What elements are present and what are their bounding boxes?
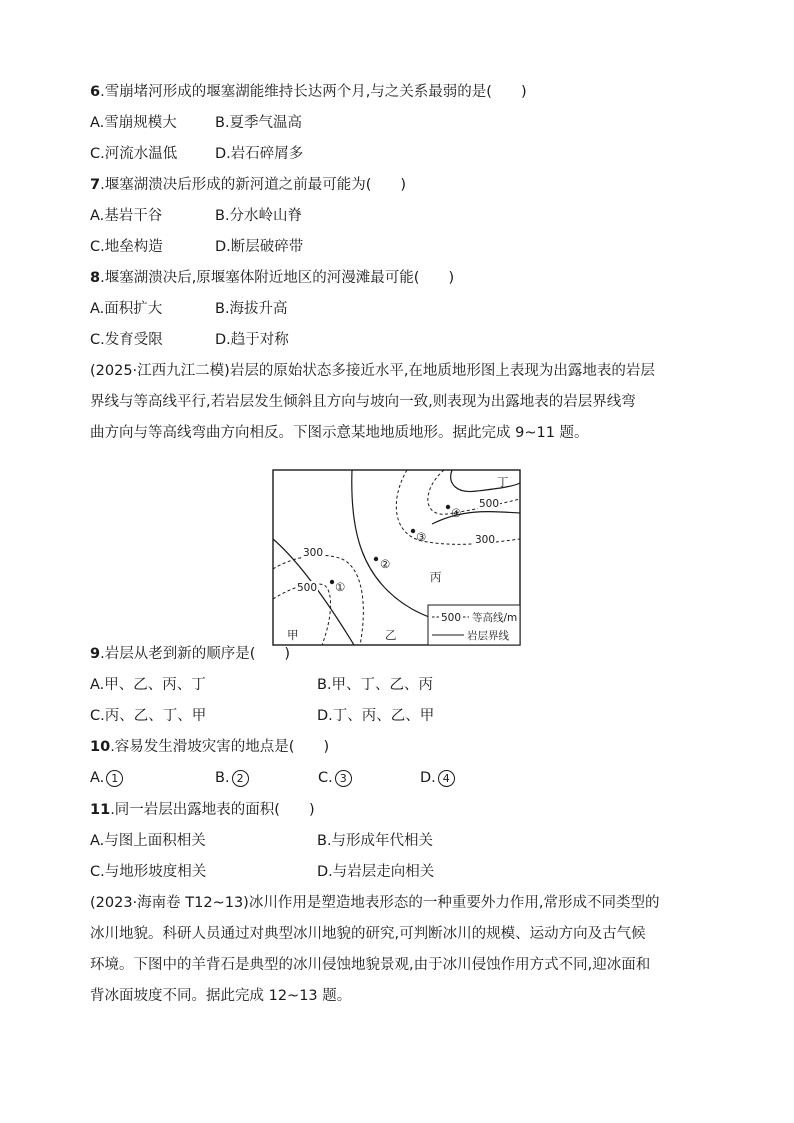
q9-option-d[interactable]: D.丁、丙、乙、甲 <box>317 708 435 724</box>
q10-option-d[interactable]: D. 4 <box>420 768 455 788</box>
intro-12-13-line-2: 冰川地貌。科研人员通过对典型冰川地貌的研究,可判断冰川的规模、运动方向及古气候 <box>90 926 646 942</box>
intro-12-13-line-3: 环境。下图中的羊背石是典型的冰川侵蚀地貌景观,由于冰川侵蚀作用方式不同,迎冰面和 <box>90 957 651 973</box>
intro-9-11-line-1: (2025·江西九江二模)岩层的原始状态多接近水平,在地质地形图上表现为出露地表的岩层 <box>90 363 655 379</box>
point-3-label: ③ <box>416 530 427 544</box>
legend-contour-label: 等高线/m <box>472 612 518 624</box>
intro-12-13-line-4: 背冰面坡度不同。据此完成 12~13 题。 <box>90 988 352 1004</box>
question-9-stem: 9.岩层从老到新的顺序是( ) <box>90 646 291 662</box>
q8-option-a[interactable]: A.面积扩大 <box>90 301 163 317</box>
q7-option-d[interactable]: D.断层破碎带 <box>215 239 304 255</box>
q8-option-d[interactable]: D.趋于对称 <box>215 332 289 348</box>
point-3-dot <box>411 529 415 533</box>
contour-label-300-east: 300 <box>475 534 496 546</box>
q6-option-d[interactable]: D.岩石碎屑多 <box>215 146 304 162</box>
point-4-dot <box>446 505 450 509</box>
question-6-stem: 6.雪崩堵河形成的堰塞湖能维持长达两个月,与之关系最弱的是( ) <box>90 84 527 100</box>
q7-option-b[interactable]: B.分水岭山脊 <box>215 208 303 224</box>
question-11-stem: 11.同一岩层出露地表的面积( ) <box>90 802 315 818</box>
q7-option-a[interactable]: A.基岩干谷 <box>90 208 163 224</box>
point-2-dot <box>374 557 378 561</box>
q10-option-b[interactable]: B. 2 <box>215 768 249 788</box>
q9-option-a[interactable]: A.甲、乙、丙、丁 <box>90 677 206 693</box>
q6-option-a[interactable]: A.雪崩规模大 <box>90 115 177 131</box>
area-label-jia: 甲 <box>287 628 299 642</box>
area-label-ding: 丁 <box>497 475 509 489</box>
legend-boundary-label: 岩层界线 <box>467 630 509 642</box>
point-2-label: ② <box>380 557 391 571</box>
q6-option-c[interactable]: C.河流水温低 <box>90 146 178 162</box>
contour-label-500-west: 500 <box>297 582 318 594</box>
q11-option-c[interactable]: C.与地形坡度相关 <box>90 864 207 880</box>
question-7-stem: 7.堰塞湖溃决后形成的新河道之前最可能为( ) <box>90 177 407 193</box>
q11-option-b[interactable]: B.与形成年代相关 <box>317 833 434 849</box>
contour-label-500-east: 500 <box>479 498 500 510</box>
q6-option-b[interactable]: B.夏季气温高 <box>215 115 303 131</box>
q11-option-d[interactable]: D.与岩层走向相关 <box>317 864 435 880</box>
intro-12-13-line-1: (2023·海南卷 T12~13)冰川作用是塑造地表形态的一种重要外力作用,常形成不同类型的 <box>90 895 660 911</box>
q9-option-b[interactable]: B.甲、丁、乙、丙 <box>317 677 434 693</box>
circled-number-2: 2 <box>232 770 249 787</box>
question-8-stem: 8.堰塞湖溃决后,原堰塞体附近地区的河漫滩最可能( ) <box>90 270 455 286</box>
intro-9-11-line-3: 曲方向与等高线弯曲方向相反。下图示意某地地质地形。据此完成 9~11 题。 <box>90 425 589 441</box>
q11-option-a[interactable]: A.与图上面积相关 <box>90 833 206 849</box>
area-label-yi: 乙 <box>385 628 397 642</box>
area-label-bing: 丙 <box>430 570 442 584</box>
circled-number-1: 1 <box>106 770 123 787</box>
contour-label-300-west: 300 <box>303 547 324 559</box>
q10-option-a[interactable]: A. 1 <box>90 768 123 788</box>
intro-9-11-line-2: 界线与等高线平行,若岩层发生倾斜且方向与坡向一致,则表现为出露地表的岩层界线弯 <box>90 394 636 410</box>
point-4-label: ④ <box>451 506 462 520</box>
question-10-stem: 10.容易发生滑坡灾害的地点是( ) <box>90 739 330 755</box>
map-svg <box>272 455 521 660</box>
legend-contour-sample: 500 <box>441 612 462 624</box>
q10-option-c[interactable]: C. 3 <box>318 768 352 788</box>
q9-option-c[interactable]: C.丙、乙、丁、甲 <box>90 708 207 724</box>
circled-number-4: 4 <box>438 770 455 787</box>
q7-option-c[interactable]: C.地垒构造 <box>90 239 163 255</box>
circled-number-3: 3 <box>335 770 352 787</box>
point-1-label: ① <box>335 580 346 594</box>
point-1-dot <box>330 580 334 584</box>
q8-option-c[interactable]: C.发育受限 <box>90 332 163 348</box>
geology-topography-map <box>272 455 521 660</box>
q8-option-b[interactable]: B.海拔升高 <box>215 301 288 317</box>
